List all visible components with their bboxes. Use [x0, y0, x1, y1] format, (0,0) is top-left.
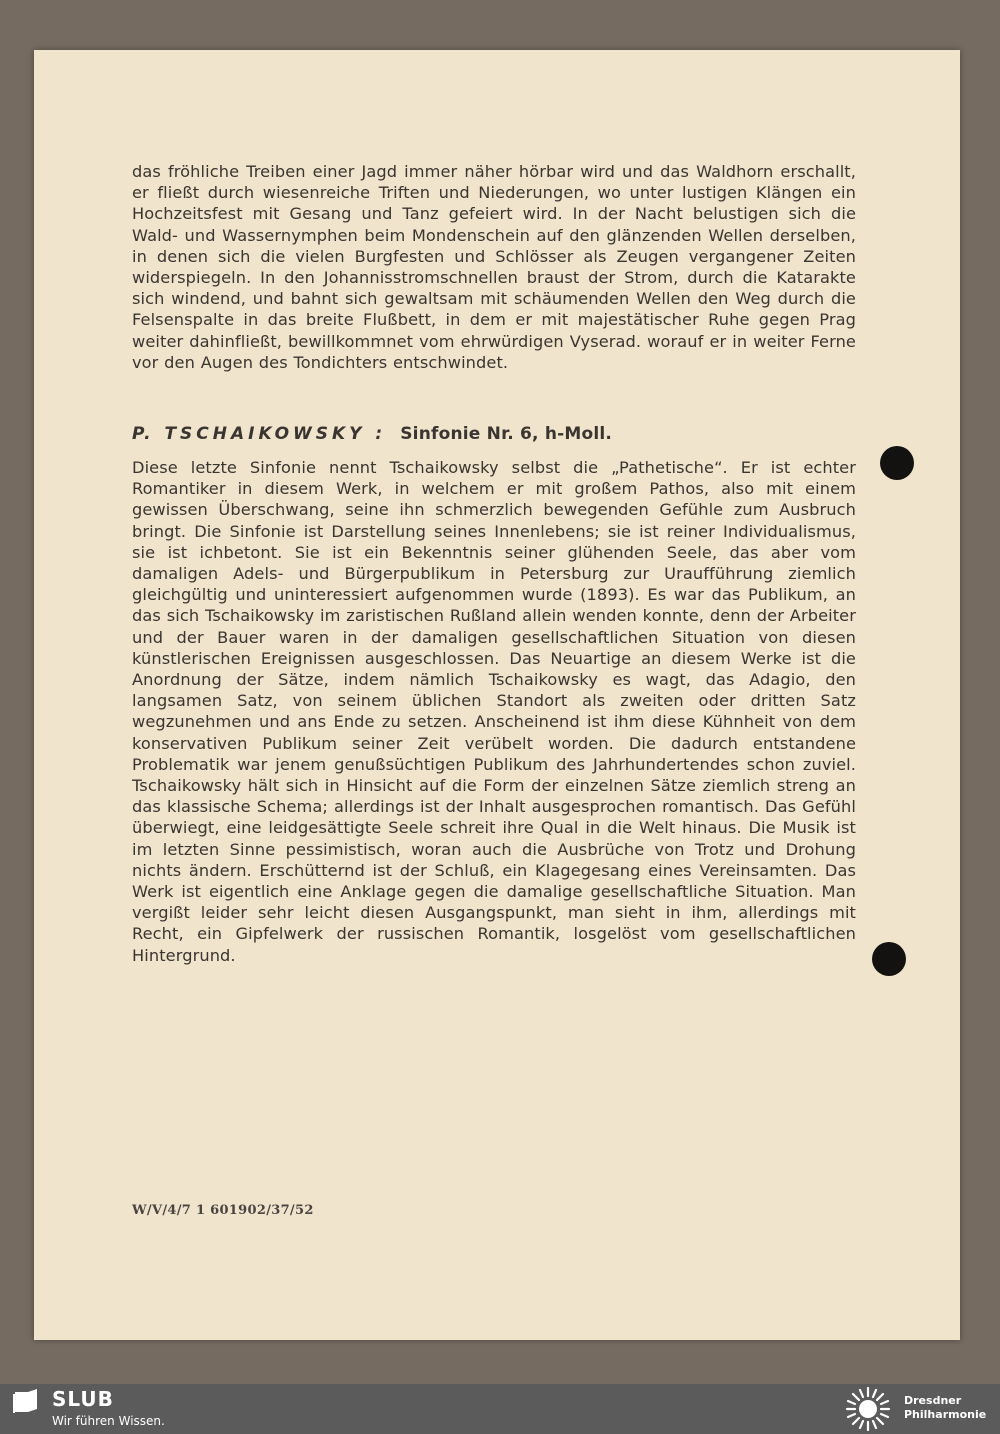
philharmonie-logo-icon[interactable] [842, 1387, 894, 1431]
philharmonie-line-2: Philharmonie [904, 1408, 987, 1421]
footer-bar [0, 1384, 1000, 1434]
slub-tagline: Wir führen Wissen. [52, 1414, 165, 1428]
philharmonie-name[interactable] [904, 1394, 986, 1422]
philharmonie-line-1: Dresdner [904, 1394, 962, 1407]
section-heading [132, 422, 856, 446]
composer-name: P. TSCHAIKOWSKY : [132, 424, 387, 444]
slub-logo-icon[interactable] [12, 1389, 40, 1415]
paragraph-tschaikowsky: Diese letzte Sinfonie nennt Tschaikowsky selbst die „Pathetische“. Er ist echter Romantiker in diesem Werk, in welchem er mit großem Pathos, also mit einem gewissen Überschwang, seine ihn schmerzlich bewegenden Gefühle zum Ausbruch bringt. Die Sinfonie ist Darstellung seines Innenlebens; sie ist reiner Individualismus, sie ist ichbetont. Sie ist ein Bekenntnis seiner glühenden Seele, das aber vom damaligen Adels- und Bürgerpublikum in Petersburg zur Uraufführung ziemlich gleichgültig und uninteressiert aufgenommen wurde (1893). Es war das Publikum, an das sich Tschaikowsky im zaristischen Rußland allein wenden konnte, denn der Arbeiter und der Bauer waren in der damaligen gesellschaftlichen Situation von diesen künstlerischen Ereignissen ausgeschlossen. Das Neuartige an diesem Werke ist die Anordnung der Sätze, indem nämlich Tschaikowsky es wagt, das Adagio, den langsamen Satz, von seinem üblichen Standort als zweiten oder dritten Satz wegzunehmen und ans Ende zu setzen. Anscheinend ist ihm diese Kühnheit von dem konservativen Publikum seiner Zeit verübelt worden. Die dadurch entstandene Problematik war jenem genußsüchtigen Publikum des Jahrhundertendes schon zuviel. Tschaikowsky hält sich in Hinsicht auf die Form der einzelnen Sätze ziemlich streng an das klassische Schema; allerdings ist der Inhalt ausgesprochen romantisch. Das Gefühl überwiegt, eine leidgesättigte Seele schreit ihre Qual in die Welt hinaus. Die Musik ist im letzten Sinne pessimistisch, woran auch die Ausbrüche von Trotz und Drohung nichts ändern. Erschütternd ist der Schluß, ein Klagegesang eines Vereinsamten. Das Werk ist eigentlich eine Anklage gegen die damalige gesellschaftliche Situation. Man vergißt leider sehr leicht diesen Ausgangspunkt, man sieht in ihm, allerdings mit Recht, ein Gipfelwerk der russischen Romantik, losgelöst vom gesellschaftlichen Hintergrund. [132, 458, 856, 965]
print-code: W/V/4/7 1 601902/37/52 [132, 1203, 314, 1218]
paragraph-smetana-continuation: das fröhliche Treiben einer Jagd immer näher hörbar wird und das Waldhorn erschallt, er fließt durch wiesenreiche Triften und Niederungen, wo unter lustigen Klängen ein Hochzeitsfest mit Gesang und Tanz gefeiert wird. In der Nacht belustigen sich die Wald- und Wassernymphen beim Mondenschein auf den glänzenden Wellen derselben, in denen sich die vielen Burgfesten und Schlösser als Zeugen vergangener Zeiten widerspiegeln. In den Johannisstromschnellen braust der Strom, durch die Katarakte sich windend, und bahnt sich gewaltsam mit schäumenden Wellen den Weg durch die Felsenspalte in das breite Flußbett, in dem er mit majestätischer Ruhe gegen Prag weiter dahinfließt, bewillkommnet vom ehrwürdigen Vyserad. worauf er in weiter Ferne vor den Augen des Tondichters entschwindet. [132, 162, 856, 372]
punch-hole-bottom [872, 942, 906, 976]
document-page [34, 50, 960, 1340]
work-title: Sinfonie Nr. 6, h-Moll. [400, 424, 613, 444]
punch-hole-top [880, 446, 914, 480]
slub-name[interactable]: SLUB [52, 1387, 114, 1411]
